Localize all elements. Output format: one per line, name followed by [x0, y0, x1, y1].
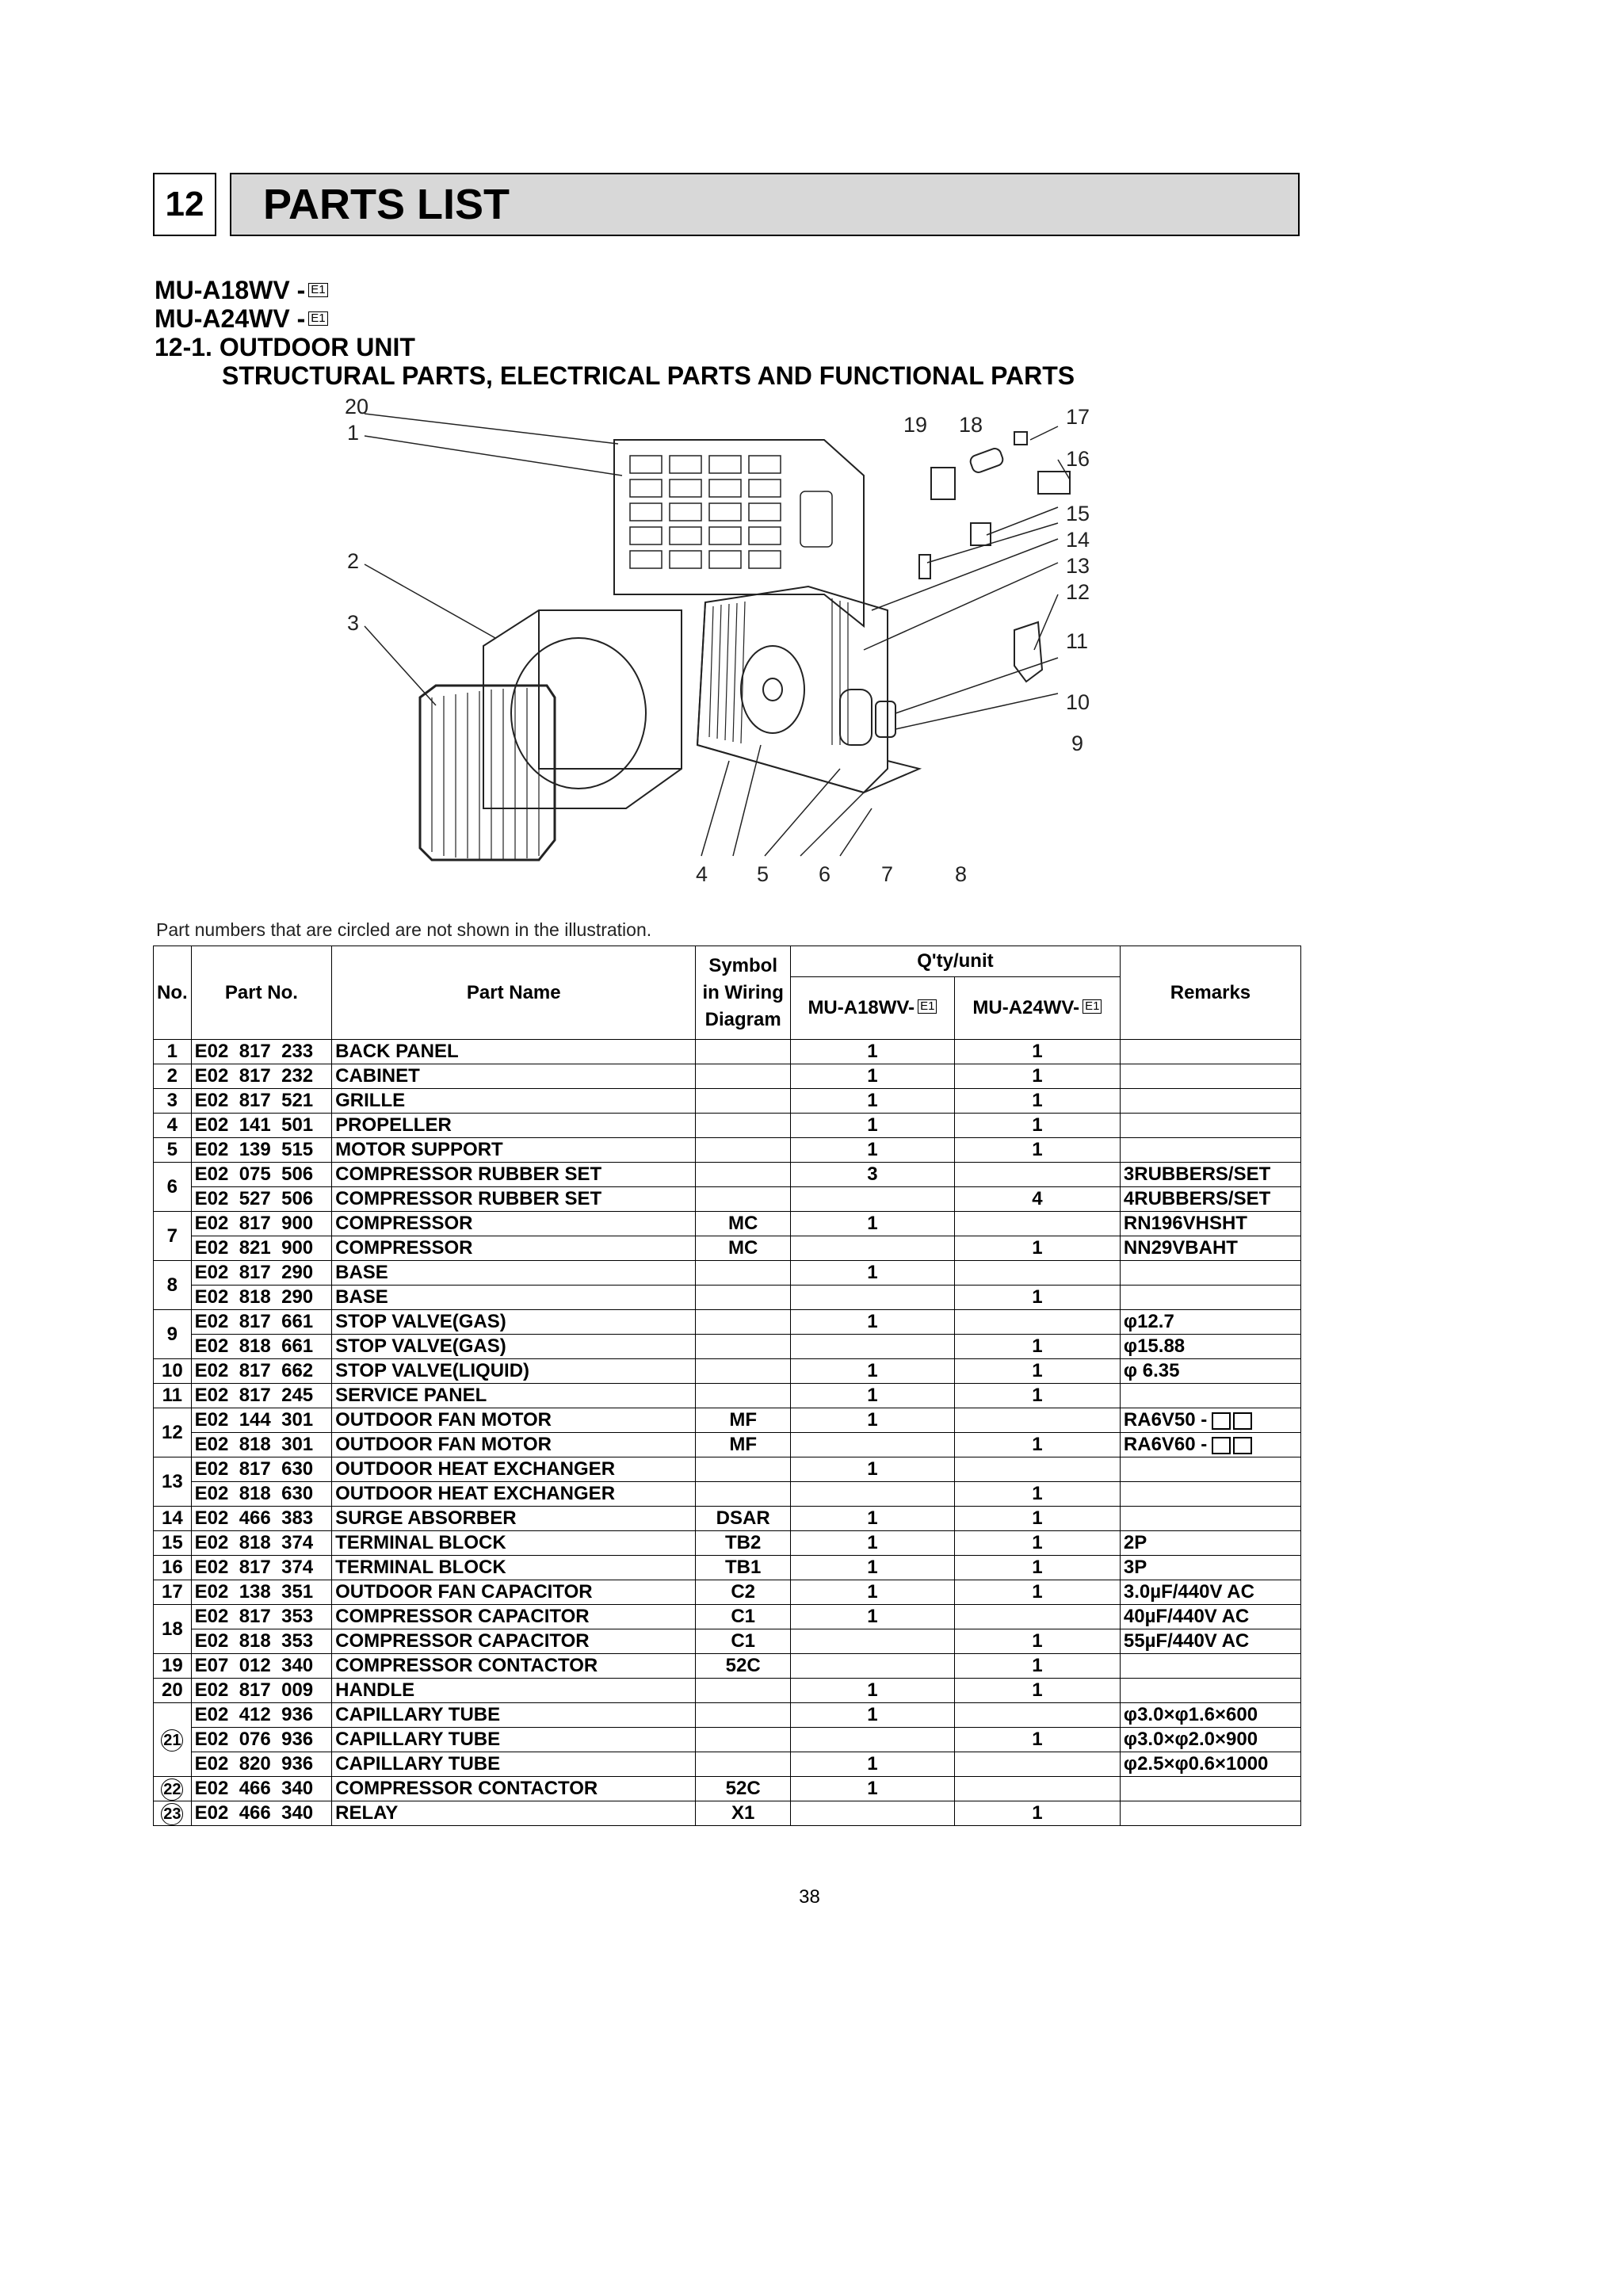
table-cell: C1 [696, 1605, 791, 1629]
table-cell: CABINET [332, 1064, 696, 1089]
table-cell [1120, 1114, 1300, 1138]
table-cell: E02 817 233 [191, 1040, 331, 1064]
table-cell: 17 [154, 1580, 192, 1605]
table-cell: 1 [790, 1605, 954, 1629]
table-cell: E02 817 662 [191, 1359, 331, 1384]
model-line-1 [155, 276, 1075, 304]
callout-label: 13 [1066, 554, 1090, 578]
table-cell: 5 [154, 1138, 192, 1163]
table-cell: COMPRESSOR CONTACTOR [332, 1777, 696, 1801]
table-cell: 11 [154, 1384, 192, 1408]
table-cell: TB2 [696, 1531, 791, 1556]
table-cell: 1 [790, 1040, 954, 1064]
table-row [154, 1654, 1301, 1679]
table-cell: φ3.0×φ2.0×900 [1120, 1728, 1300, 1752]
table-cell: E02 817 661 [191, 1310, 331, 1335]
circled-number: 23 [161, 1803, 183, 1825]
table-cell: E02 821 900 [191, 1236, 331, 1261]
table-cell: 1 [954, 1064, 1120, 1089]
table-row [154, 1138, 1301, 1163]
callout-label: 10 [1066, 690, 1090, 714]
table-cell: 1 [790, 1703, 954, 1728]
table-cell: 9 [154, 1310, 192, 1359]
table-cell [790, 1654, 954, 1679]
table-cell: CAPILLARY TUBE [332, 1752, 696, 1777]
table-cell [1120, 1261, 1300, 1286]
table-cell: 10 [154, 1359, 192, 1384]
table-cell: 1 [790, 1408, 954, 1433]
table-cell [1120, 1679, 1300, 1703]
table-cell [790, 1433, 954, 1457]
table-cell: E02 817 232 [191, 1064, 331, 1089]
table-cell [696, 1040, 791, 1064]
table-cell: 1 [790, 1777, 954, 1801]
table-cell: 18 [154, 1605, 192, 1654]
callout-label: 5 [757, 862, 769, 886]
table-cell [1120, 1138, 1300, 1163]
table-cell: E02 817 290 [191, 1261, 331, 1286]
table-cell [1120, 1384, 1300, 1408]
table-cell: 1 [790, 1457, 954, 1482]
table-cell [1120, 1089, 1300, 1114]
table-cell: 3 [790, 1163, 954, 1187]
table-cell: HANDLE [332, 1679, 696, 1703]
table-cell: OUTDOOR FAN CAPACITOR [332, 1580, 696, 1605]
table-cell: MC [696, 1236, 791, 1261]
table-row [154, 1777, 1301, 1801]
table-cell: E02 466 340 [191, 1777, 331, 1801]
table-cell: 1 [954, 1801, 1120, 1826]
table-row [154, 1457, 1301, 1482]
table-cell [954, 1408, 1120, 1433]
table-cell [696, 1335, 791, 1359]
table-cell: 1 [954, 1286, 1120, 1310]
table-cell: 1 [954, 1236, 1120, 1261]
header-part-name: Part Name [332, 946, 696, 1040]
table-cell: 1 [954, 1114, 1120, 1138]
table-cell: 1 [954, 1433, 1120, 1457]
table-cell: 4 [954, 1187, 1120, 1212]
table-row [154, 1728, 1301, 1752]
table-cell [696, 1187, 791, 1212]
callout-label: 16 [1066, 447, 1090, 471]
table-cell: 1 [790, 1212, 954, 1236]
table-cell: 15 [154, 1531, 192, 1556]
table-cell: 1 [790, 1556, 954, 1580]
table-cell: 52C [696, 1777, 791, 1801]
table-cell [154, 1801, 192, 1826]
table-row [154, 1605, 1301, 1629]
table-row [154, 1359, 1301, 1384]
table-cell: 1 [790, 1114, 954, 1138]
table-cell: DSAR [696, 1507, 791, 1531]
table-cell [790, 1482, 954, 1507]
table-cell: MC [696, 1212, 791, 1236]
callout-label: 6 [819, 862, 831, 886]
table-cell: BASE [332, 1286, 696, 1310]
table-cell [1120, 1457, 1300, 1482]
table-cell [1120, 1507, 1300, 1531]
table-cell: 2 [154, 1064, 192, 1089]
table-cell: OUTDOOR HEAT EXCHANGER [332, 1482, 696, 1507]
table-cell: E02 412 936 [191, 1703, 331, 1728]
table-cell: COMPRESSOR CONTACTOR [332, 1654, 696, 1679]
table-cell: RELAY [332, 1801, 696, 1826]
table-cell: X1 [696, 1801, 791, 1826]
table-cell: 19 [154, 1654, 192, 1679]
header-no: No. [154, 946, 192, 1040]
table-cell: 4 [154, 1114, 192, 1138]
table-cell: PROPELLER [332, 1114, 696, 1138]
header-model-b: MU-A24WV- E1 [954, 977, 1120, 1040]
table-cell: COMPRESSOR CAPACITOR [332, 1605, 696, 1629]
table-row [154, 1261, 1301, 1286]
table-cell [1120, 1801, 1300, 1826]
table-cell: NN29VBAHT [1120, 1236, 1300, 1261]
table-cell: E02 818 630 [191, 1482, 331, 1507]
callout-label: 14 [1066, 528, 1090, 552]
table-cell: 1 [790, 1089, 954, 1114]
table-cell [954, 1212, 1120, 1236]
table-cell: BACK PANEL [332, 1040, 696, 1064]
section-number: 12 [153, 173, 216, 236]
table-cell: 3 [154, 1089, 192, 1114]
table-cell: STOP VALVE(GAS) [332, 1310, 696, 1335]
table-cell: C1 [696, 1629, 791, 1654]
table-cell [696, 1703, 791, 1728]
blank-boxes [1212, 1409, 1254, 1431]
table-cell: 1 [954, 1359, 1120, 1384]
table-row [154, 1752, 1301, 1777]
table-cell [954, 1261, 1120, 1286]
table-cell: 1 [954, 1654, 1120, 1679]
table-cell: E02 818 301 [191, 1433, 331, 1457]
callout-label: 1 [347, 421, 360, 445]
table-cell [154, 1777, 192, 1801]
table-row [154, 1531, 1301, 1556]
header-part-no: Part No. [191, 946, 331, 1040]
table-cell: E02 817 374 [191, 1556, 331, 1580]
table-cell [696, 1728, 791, 1752]
table-cell: COMPRESSOR [332, 1236, 696, 1261]
table-cell: CAPILLARY TUBE [332, 1728, 696, 1752]
callout-label: 12 [1066, 580, 1090, 604]
table-cell: 1 [954, 1040, 1120, 1064]
table-cell [790, 1629, 954, 1654]
table-cell [696, 1114, 791, 1138]
parts-table [153, 946, 1301, 1826]
callout-label: 7 [881, 862, 894, 886]
table-row [154, 1310, 1301, 1335]
table-row [154, 1384, 1301, 1408]
table-cell [1120, 1654, 1300, 1679]
table-row [154, 1801, 1301, 1826]
table-row [154, 1335, 1301, 1359]
table-cell: OUTDOOR FAN MOTOR [332, 1408, 696, 1433]
table-cell: OUTDOOR FAN MOTOR [332, 1433, 696, 1457]
table-cell: E02 817 245 [191, 1384, 331, 1408]
table-cell: MF [696, 1408, 791, 1433]
table-cell: φ3.0×φ1.6×600 [1120, 1703, 1300, 1728]
blank-boxes [1212, 1434, 1254, 1456]
table-cell: E02 818 353 [191, 1629, 331, 1654]
table-cell: E02 141 501 [191, 1114, 331, 1138]
table-cell: SERVICE PANEL [332, 1384, 696, 1408]
table-cell: GRILLE [332, 1089, 696, 1114]
table-cell: CAPILLARY TUBE [332, 1703, 696, 1728]
callout-label: 20 [345, 396, 369, 418]
table-cell [696, 1261, 791, 1286]
table-cell: 8 [154, 1261, 192, 1310]
table-row [154, 1679, 1301, 1703]
table-cell: 2P [1120, 1531, 1300, 1556]
table-cell: TB1 [696, 1556, 791, 1580]
table-cell [696, 1138, 791, 1163]
table-cell: 16 [154, 1556, 192, 1580]
callout-label: 9 [1071, 732, 1084, 755]
circled-number: 21 [161, 1729, 183, 1752]
table-row [154, 1482, 1301, 1507]
table-cell: COMPRESSOR RUBBER SET [332, 1187, 696, 1212]
table-cell: 1 [790, 1261, 954, 1286]
table-cell: 14 [154, 1507, 192, 1531]
table-row [154, 1580, 1301, 1605]
table-cell: BASE [332, 1261, 696, 1286]
subsection-subtitle: STRUCTURAL PARTS, ELECTRICAL PARTS AND FUNCTIONAL PARTS [222, 361, 1075, 390]
illustration-note: Part numbers that are circled are not shown in the illustration. [156, 919, 652, 940]
table-cell: 1 [790, 1507, 954, 1531]
table-cell: 1 [790, 1679, 954, 1703]
table-cell [954, 1310, 1120, 1335]
model-name: MU-A24WV - [155, 304, 306, 333]
table-cell [954, 1605, 1120, 1629]
table-row [154, 1212, 1301, 1236]
table-cell [696, 1310, 791, 1335]
table-cell [696, 1752, 791, 1777]
model-line-2 [155, 304, 1075, 333]
table-cell: E02 144 301 [191, 1408, 331, 1433]
table-cell: E02 818 290 [191, 1286, 331, 1310]
table-row [154, 1114, 1301, 1138]
table-cell [696, 1457, 791, 1482]
table-cell: E02 817 009 [191, 1679, 331, 1703]
table-cell [696, 1384, 791, 1408]
table-cell: E07 012 340 [191, 1654, 331, 1679]
table-row [154, 1507, 1301, 1531]
table-cell [1120, 1286, 1300, 1310]
table-cell [790, 1286, 954, 1310]
table-cell: E02 817 630 [191, 1457, 331, 1482]
table-cell: 12 [154, 1408, 192, 1457]
table-cell: 1 [954, 1556, 1120, 1580]
table-cell: E02 075 506 [191, 1163, 331, 1187]
table-cell: 1 [954, 1384, 1120, 1408]
model-badge: E1 [308, 311, 327, 326]
table-cell [954, 1777, 1120, 1801]
callout-label: 8 [955, 862, 968, 886]
table-cell: 1 [790, 1384, 954, 1408]
model-badge: E1 [308, 283, 327, 297]
table-cell: COMPRESSOR CAPACITOR [332, 1629, 696, 1654]
table-cell: MOTOR SUPPORT [332, 1138, 696, 1163]
table-cell: E02 076 936 [191, 1728, 331, 1752]
table-cell: E02 817 521 [191, 1089, 331, 1114]
table-cell: 7 [154, 1212, 192, 1261]
callout-label: 17 [1066, 405, 1090, 429]
subsection-title: 12-1. OUTDOOR UNIT [155, 333, 415, 361]
table-row [154, 1187, 1301, 1212]
table-cell [696, 1286, 791, 1310]
table-cell: 55µF/440V AC [1120, 1629, 1300, 1654]
table-cell: RN196VHSHT [1120, 1212, 1300, 1236]
table-cell: 52C [696, 1654, 791, 1679]
table-cell [954, 1457, 1120, 1482]
table-cell: 1 [954, 1728, 1120, 1752]
table-cell: E02 817 900 [191, 1212, 331, 1236]
table-row [154, 1089, 1301, 1114]
header-qty: Q'ty/unit [790, 946, 1120, 977]
table-cell: COMPRESSOR RUBBER SET [332, 1163, 696, 1187]
table-cell: 6 [154, 1163, 192, 1212]
table-cell: φ15.88 [1120, 1335, 1300, 1359]
header-model-a: MU-A18WV- E1 [790, 977, 954, 1040]
table-cell [696, 1679, 791, 1703]
table-cell: 3.0µF/440V AC [1120, 1580, 1300, 1605]
table-cell: φ2.5×φ0.6×1000 [1120, 1752, 1300, 1777]
table-cell: E02 466 383 [191, 1507, 331, 1531]
table-row [154, 1433, 1301, 1457]
table-cell [696, 1064, 791, 1089]
table-cell: 4RUBBERS/SET [1120, 1187, 1300, 1212]
table-cell [154, 1703, 192, 1777]
table-cell: 1 [790, 1138, 954, 1163]
table-cell: 3RUBBERS/SET [1120, 1163, 1300, 1187]
callout-label: 11 [1066, 629, 1089, 653]
table-cell: E02 818 374 [191, 1531, 331, 1556]
section-title: PARTS LIST [230, 173, 1300, 236]
table-cell: MF [696, 1433, 791, 1457]
table-cell [696, 1163, 791, 1187]
table-cell: E02 818 661 [191, 1335, 331, 1359]
table-cell: 20 [154, 1679, 192, 1703]
table-cell [696, 1482, 791, 1507]
table-cell: 1 [790, 1752, 954, 1777]
table-cell: E02 466 340 [191, 1801, 331, 1826]
table-row [154, 1064, 1301, 1089]
callout-label: 4 [696, 862, 708, 886]
table-cell [954, 1752, 1120, 1777]
table-cell [1120, 1064, 1300, 1089]
table-row [154, 1286, 1301, 1310]
table-cell: RA6V60 - [1120, 1433, 1300, 1457]
callout-label: 18 [959, 413, 983, 437]
model-name: MU-A18WV - [155, 276, 306, 304]
exploded-view-figure [317, 396, 1189, 904]
table-cell: RA6V50 - [1120, 1408, 1300, 1433]
header-remarks: Remarks [1120, 946, 1300, 1040]
table-cell [790, 1236, 954, 1261]
table-cell: E02 817 353 [191, 1605, 331, 1629]
table-row [154, 1629, 1301, 1654]
table-cell: 13 [154, 1457, 192, 1507]
callout-label: 3 [347, 611, 360, 635]
table-cell [1120, 1482, 1300, 1507]
table-cell: 40µF/440V AC [1120, 1605, 1300, 1629]
table-cell [954, 1703, 1120, 1728]
table-cell [1120, 1040, 1300, 1064]
table-cell [790, 1335, 954, 1359]
table-cell: φ 6.35 [1120, 1359, 1300, 1384]
table-cell: E02 138 351 [191, 1580, 331, 1605]
table-cell: 1 [790, 1064, 954, 1089]
table-cell: STOP VALVE(LIQUID) [332, 1359, 696, 1384]
table-cell: E02 527 506 [191, 1187, 331, 1212]
table-cell: 1 [790, 1580, 954, 1605]
exploded-view-drawing [317, 396, 1189, 904]
table-cell: 1 [790, 1531, 954, 1556]
table-cell [696, 1359, 791, 1384]
headings [155, 276, 1075, 390]
table-cell: 1 [954, 1679, 1120, 1703]
table-row [154, 1703, 1301, 1728]
table-cell: 1 [954, 1089, 1120, 1114]
table-cell: 1 [954, 1531, 1120, 1556]
table-row [154, 1556, 1301, 1580]
table-cell: 1 [954, 1335, 1120, 1359]
table-cell: TERMINAL BLOCK [332, 1556, 696, 1580]
table-cell [954, 1163, 1120, 1187]
table-cell [696, 1089, 791, 1114]
table-cell: E02 139 515 [191, 1138, 331, 1163]
table-cell: 1 [954, 1507, 1120, 1531]
table-row [154, 1236, 1301, 1261]
table-cell [790, 1187, 954, 1212]
callout-label: 2 [347, 549, 360, 573]
table-row [154, 1040, 1301, 1064]
table-cell [790, 1728, 954, 1752]
table-cell: TERMINAL BLOCK [332, 1531, 696, 1556]
table-cell [1120, 1777, 1300, 1801]
table-cell [790, 1801, 954, 1826]
callout-label: 19 [903, 413, 928, 437]
table-cell: 1 [954, 1580, 1120, 1605]
table-cell: 1 [954, 1629, 1120, 1654]
table-row [154, 1163, 1301, 1187]
table-cell: SURGE ABSORBER [332, 1507, 696, 1531]
circled-number: 22 [161, 1778, 183, 1801]
table-cell: C2 [696, 1580, 791, 1605]
table-cell: COMPRESSOR [332, 1212, 696, 1236]
page-number: 38 [799, 1886, 820, 1908]
table-cell: 1 [954, 1138, 1120, 1163]
table-cell: φ12.7 [1120, 1310, 1300, 1335]
table-cell: 3P [1120, 1556, 1300, 1580]
table-cell: STOP VALVE(GAS) [332, 1335, 696, 1359]
callout-label: 15 [1066, 502, 1090, 525]
table-cell: 1 [954, 1482, 1120, 1507]
table-row [154, 1408, 1301, 1433]
header-symbol: Symbol in Wiring Diagram [696, 946, 791, 1040]
table-cell: 1 [790, 1359, 954, 1384]
table-cell: E02 820 936 [191, 1752, 331, 1777]
table-cell: 1 [154, 1040, 192, 1064]
table-cell: 1 [790, 1310, 954, 1335]
table-cell: OUTDOOR HEAT EXCHANGER [332, 1457, 696, 1482]
